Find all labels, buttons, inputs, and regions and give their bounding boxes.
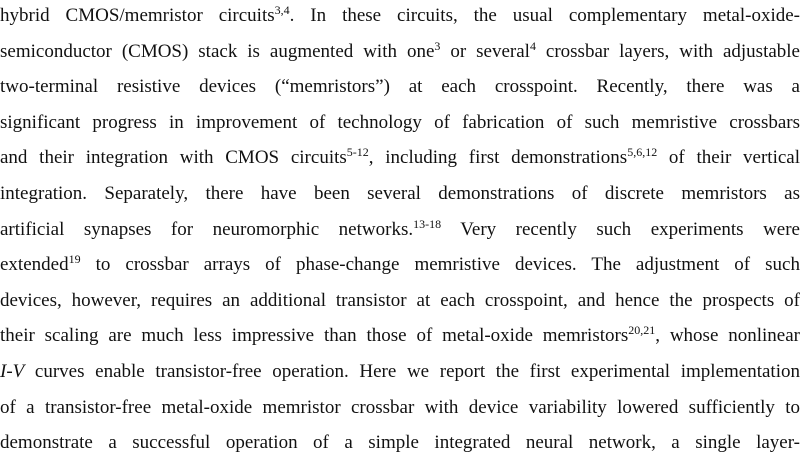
text-line [0,283,800,319]
text-line [0,318,800,354]
citation-superscript: 13-18 [413,216,442,231]
text-segment: . In these circuits, the usual complementary metal-oxide- [289,5,800,26]
citation-superscript: 4 [529,38,536,53]
text-segment: or several [440,40,530,62]
text-segment: their scaling are much less impressive than those of metal-oxide memristors [0,325,629,347]
text-segment: crossbar layers, with adjustable [535,40,800,62]
text-segment: demonstrate a successful operation of a simple integrated neural network, a single layer- [0,432,800,454]
text-line [0,176,800,212]
text-line [0,105,800,141]
text-segment: semiconductor (CMOS) stack is augmented with one [0,40,435,62]
text-line [0,390,800,426]
text-segment: artificial synapses for neuromorphic networks. [0,218,414,240]
italic-text: I-V [0,360,25,382]
text-line [0,69,800,105]
text-segment: hybrid CMOS/memristor circuits [0,5,275,26]
text-segment: extended [0,254,69,276]
text-segment: devices, however, requires an additional transistor at each crosspoint, and hence the prospects of [0,289,800,311]
text-segment: significant progress in improvement of technology of fabrication of such memristive crossbars [0,111,800,133]
text-segment: , including first demonstrations [368,147,628,169]
text-line [0,247,800,283]
citation-superscript: 3,4 [274,3,290,17]
text-line [0,34,800,70]
text-segment: and their integration with CMOS circuits [0,147,347,169]
citation-superscript: 5-12 [346,145,369,160]
text-segment: of their vertical [657,147,800,169]
citation-superscript: 5,6,12 [627,145,658,160]
text-segment: , whose nonlinear [655,325,800,347]
text-segment: curves enable transistor-free operation. Here we report the first experimental implementation [24,360,800,382]
citation-superscript: 19 [68,252,81,267]
text-line [0,354,800,390]
text-line [0,140,800,176]
text-segment: Very recently such experiments were [441,218,800,240]
text-line [0,0,800,34]
text-segment: two-terminal resistive devices (“memristors”) at each crosspoint. Recently, there was a [0,76,800,98]
citation-superscript: 20,21 [628,323,656,338]
text-segment: of a transistor-free metal-oxide memristor crossbar with device variability lowered sufficiently to [0,396,800,418]
text-line [0,425,800,461]
text-segment: integration. Separately, there have been several demonstrations of discrete memristors as [0,182,800,204]
text-segment: to crossbar arrays of phase-change memristive devices. The adjustment of such [80,254,800,276]
citation-superscript: 3 [434,38,441,53]
text-line [0,212,800,248]
